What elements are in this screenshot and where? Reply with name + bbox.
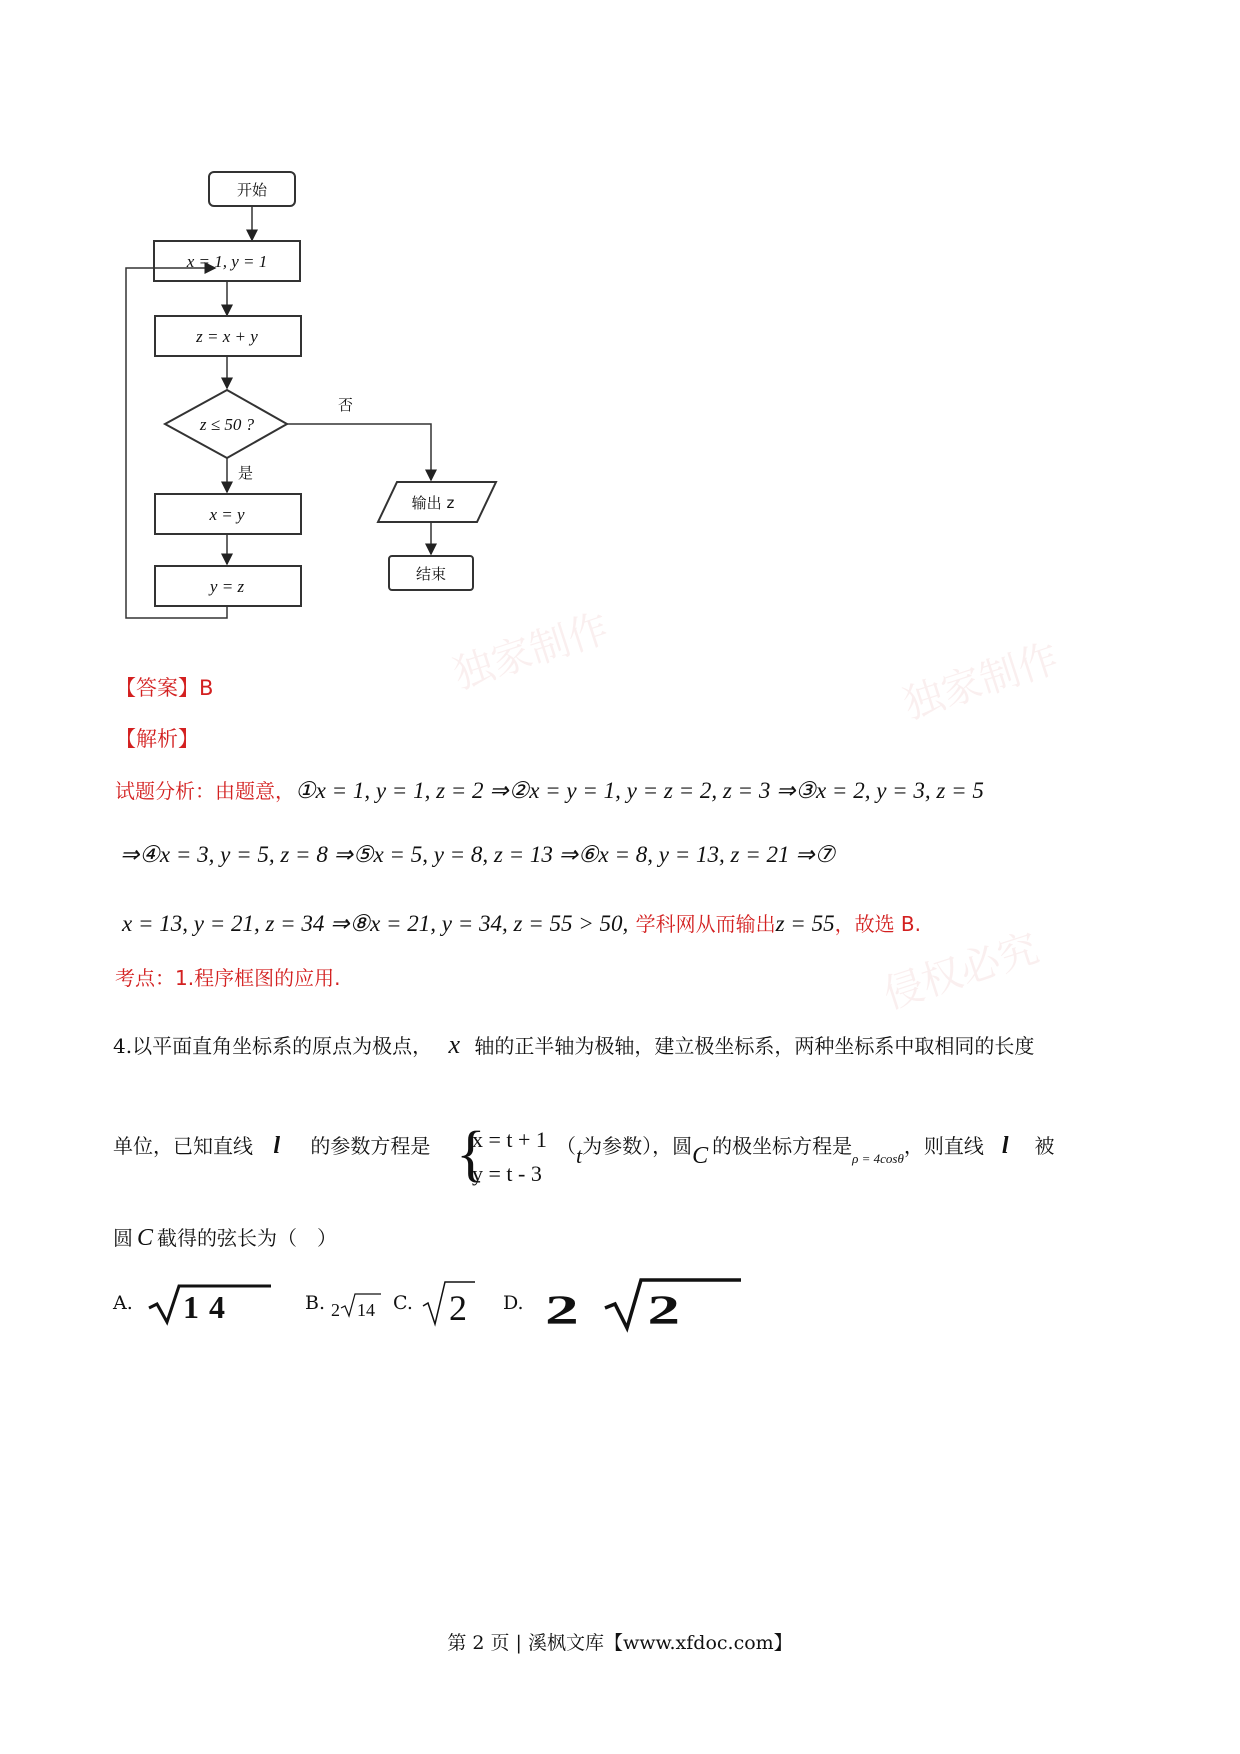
option-d-radicand: 2 [647,1286,680,1333]
question-text-2b: 的参数方程是 [310,1134,431,1158]
answer-options [113,1280,813,1340]
flow-no-label: 否 [338,396,354,414]
question-text-2f: 被 [1034,1134,1055,1158]
flow-output-text: 输出 z [411,494,455,512]
watermark: 独家制作 [447,605,615,699]
question-text-2a: 单位，已知直线 [113,1134,253,1158]
page-footer: 第 2 页 | 溪枫文库【www.xfdoc.com】 [447,1632,793,1654]
var-c-2: C [137,1225,154,1251]
option-b-coef: 2 [331,1300,340,1320]
question-text-1a: 4.以平面直角坐标系的原点为极点， [113,1034,433,1058]
option-b-radicand: 14 [357,1300,375,1320]
option-b-value [331,1280,391,1330]
var-t: t [576,1143,583,1168]
var-l: l [273,1133,281,1159]
option-d-coef: 2 [545,1287,579,1334]
option-a-value [145,1280,275,1330]
answer-label: 【答案】 [115,676,199,700]
answer-line [115,672,213,702]
solution-steps-1: ①x = 1, y = 1, z = 2 ⇒②x = y = 1, y = z = 2, z = 3 ⇒③x = 2, y = 3, z = 5 [295,778,984,803]
var-c: C [692,1143,709,1169]
option-c-value [419,1276,479,1332]
option-d-label: D. [503,1292,524,1314]
watermark: 侵权必究 [877,925,1045,1019]
flow-assign-y-text: y = z [209,577,245,596]
option-b-label: B. [305,1292,326,1314]
solution-line-1 [115,775,984,804]
question-text-2d: 的极坐标方程是 [712,1134,853,1158]
question-line-2 [113,1130,430,1160]
option-a-label: A. [113,1292,133,1314]
flow-assign-x-text: x = y [209,505,245,524]
solution-steps-2: ⇒④x = 3, y = 5, z = 8 ⇒⑤x = 5, y = 8, z = 13 ⇒⑥x = 8, y = 13, z = 21 ⇒⑦ [120,842,836,867]
var-l-2: l [1001,1133,1009,1159]
watermark: 独家制作 [897,635,1065,729]
question-text-1b: 轴的正半轴为极轴，建立极坐标系，两种坐标系中取相同的长度 [474,1034,1035,1058]
equation-y: y = t - 3 [472,1161,542,1186]
question-line-1 [113,1030,1034,1060]
paren-open: （ [556,1134,576,1158]
flow-assign-z-text: z = x + y [196,327,258,346]
option-c-radicand: 2 [449,1288,467,1328]
solution-output-text: 学科网从而输出 [635,912,776,936]
question-text-2c: 为参数），圆 [582,1134,693,1158]
question-text-3b: 截得的弦长为（ ） [157,1226,338,1250]
option-a-radicand: 14 [183,1289,235,1325]
analysis-label: 【解析】 [115,727,199,751]
option-d-value [545,1274,745,1334]
var-x: x [448,1030,460,1059]
equation-x: x = t + 1 [472,1127,547,1152]
question-text-3a: 圆 [113,1226,133,1250]
solution-output-value: z = 55 [775,911,835,936]
flow-init-text: x = 1, y = 1 [186,252,268,271]
flow-yes-label: 是 [238,464,254,482]
flow-end-text: 结束 [415,565,447,583]
solution-choice: ，故选 B. [834,912,922,936]
equation-system: { x = t + 1 y = t - 3 [456,1120,547,1188]
question-line-3 [113,1222,337,1252]
flow-start-text: 开始 [236,181,268,199]
question-line-2-cont [556,1130,1055,1169]
question-text-2e: ，则直线 [903,1134,984,1158]
kaodian: 考点：1.程序框图的应用. [115,966,341,990]
flowchart [120,160,560,660]
solution-line-2 [120,842,835,868]
answer-value: B [199,676,214,700]
solution-steps-3: x = 13, y = 21, z = 34 ⇒⑧x = 21, y = 34, z = 55 > 50, [122,911,629,936]
option-c-label: C. [393,1292,413,1314]
rho-equation: ρ = 4cosθ [852,1151,904,1166]
solution-line-3 [122,908,921,937]
flow-condition-text: z ≤ 50 ? [199,415,255,434]
solution-intro: 试题分析：由题意， [115,779,295,803]
